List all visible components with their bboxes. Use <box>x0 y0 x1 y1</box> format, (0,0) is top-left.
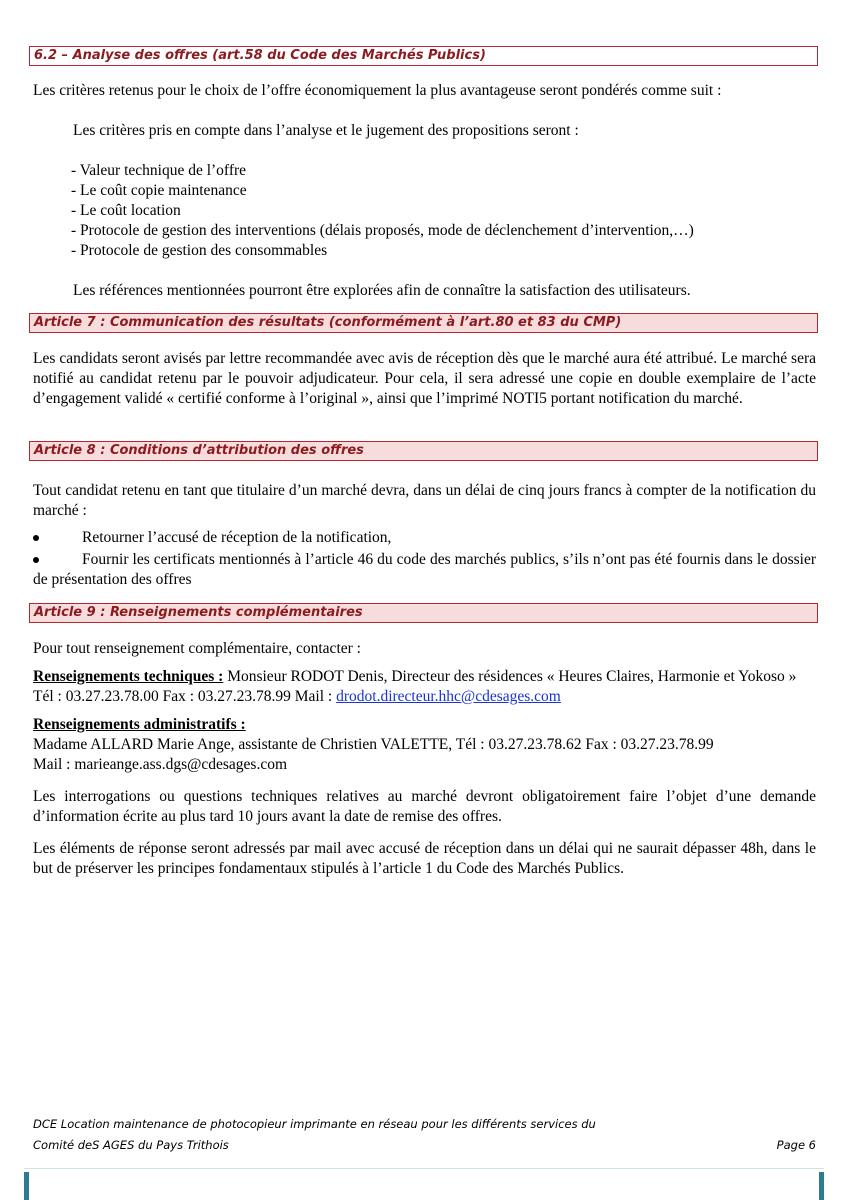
technical-contact-label: Renseignements techniques : <box>33 668 224 685</box>
footer-divider <box>24 1168 824 1169</box>
section-heading-6-2: 6.2 – Analyse des offres (art.58 du Code des Marchés Publics) <box>29 46 818 66</box>
footer-corner-left <box>24 1172 29 1200</box>
technical-contact-email-link[interactable]: drodot.directeur.hhc@cdesages.com <box>336 688 561 705</box>
section-heading-article-9: Article 9 : Renseignements complémentaires <box>29 603 818 623</box>
administrative-contact <box>33 715 816 775</box>
list-item: - Protocole de gestion des interventions (délais proposés, mode de déclenchement d’intervention,…) <box>71 222 694 239</box>
technical-contact-text: Monsieur RODOT Denis, Directeur des résidences « Heures Claires, Harmonie et Yokoso » Tél : 03.27.23.78.00 Fax : 03.27.23.78.99 Mail : <box>33 668 797 705</box>
criteria-sub: Les critères pris en compte dans l’analyse et le jugement des propositions seront : <box>73 122 579 139</box>
technical-contact <box>33 667 816 707</box>
footer-title-line-2: Comité deS AGES du Pays Trithois <box>33 1138 229 1152</box>
answers-paragraph: Les éléments de réponse seront adressés par mail avec accusé de réception dans un délai qui ne saurait dépasser 48h, dans le but de préserver les principes fondamentaux stipulés à l’article 1 du Code des Marchés Publics. <box>33 840 816 877</box>
list-item: - Protocole de gestion des consommables <box>71 242 328 259</box>
article-8-body: Tout candidat retenu en tant que titulaire d’un marché devra, dans un délai de cinq jours francs à compter de la notification du marché : <box>33 482 816 519</box>
section-heading-article-8: Article 8 : Conditions d’attribution des offres <box>29 441 818 461</box>
page-number: Page 6 <box>776 1138 816 1152</box>
criteria-intro: Les critères retenus pour le choix de l’offre économiquement la plus avantageuse seront pondérés comme suit : <box>33 82 722 99</box>
section-heading-article-7: Article 7 : Communication des résultats (conformément à l’art.80 et 83 du CMP) <box>29 313 818 333</box>
list-item: - Valeur technique de l’offre <box>71 162 247 179</box>
list-item: - Le coût location <box>71 202 181 219</box>
article-8-bullet-1: Retourner l’accusé de réception de la notification, <box>82 529 392 546</box>
list-item: - Le coût copie maintenance <box>71 182 247 199</box>
administrative-contact-line: Madame ALLARD Marie Ange, assistante de Christien VALETTE, Tél : 03.27.23.78.62 Fax : 03.27.23.78.99 <box>33 736 714 753</box>
references-text: Les références mentionnées pourront être explorées afin de connaître la satisfaction des utilisateurs. <box>73 282 691 299</box>
questions-paragraph: Les interrogations ou questions techniques relatives au marché devront obligatoirement faire l’objet d’une demande d’information écrite au plus tard 10 jours avant la date de remise des offres. <box>33 788 816 825</box>
bullet-icon <box>33 535 39 541</box>
contact-intro: Pour tout renseignement complémentaire, contacter : <box>33 640 361 657</box>
footer-corner-right <box>819 1172 824 1200</box>
administrative-contact-email: Mail : marieange.ass.dgs@cdesages.com <box>33 756 288 773</box>
criteria-list <box>71 161 818 261</box>
article-8-bullet-2: Fournir les certificats mentionnés à l’article 46 du code des marchés publics, s’ils n’ont pas été fournis dans le dossier de présentation des offres <box>33 551 816 588</box>
article-7-body: Les candidats seront avisés par lettre recommandée avec avis de réception dès que le marché aura été attribué. Le marché sera notifié au candidat retenu par le pouvoir adjudicateur. Pour cela, il sera adressé une copie en double exemplaire de l’acte d’engagement validé « certifié conforme à l’original », ainsi que l’imprimé NOTI5 portant notification du marché. <box>33 350 816 407</box>
footer-title-line-1: DCE Location maintenance de photocopieur imprimante en réseau pour les différents services du <box>33 1117 596 1131</box>
administrative-contact-label: Renseignements administratifs : <box>33 716 246 733</box>
